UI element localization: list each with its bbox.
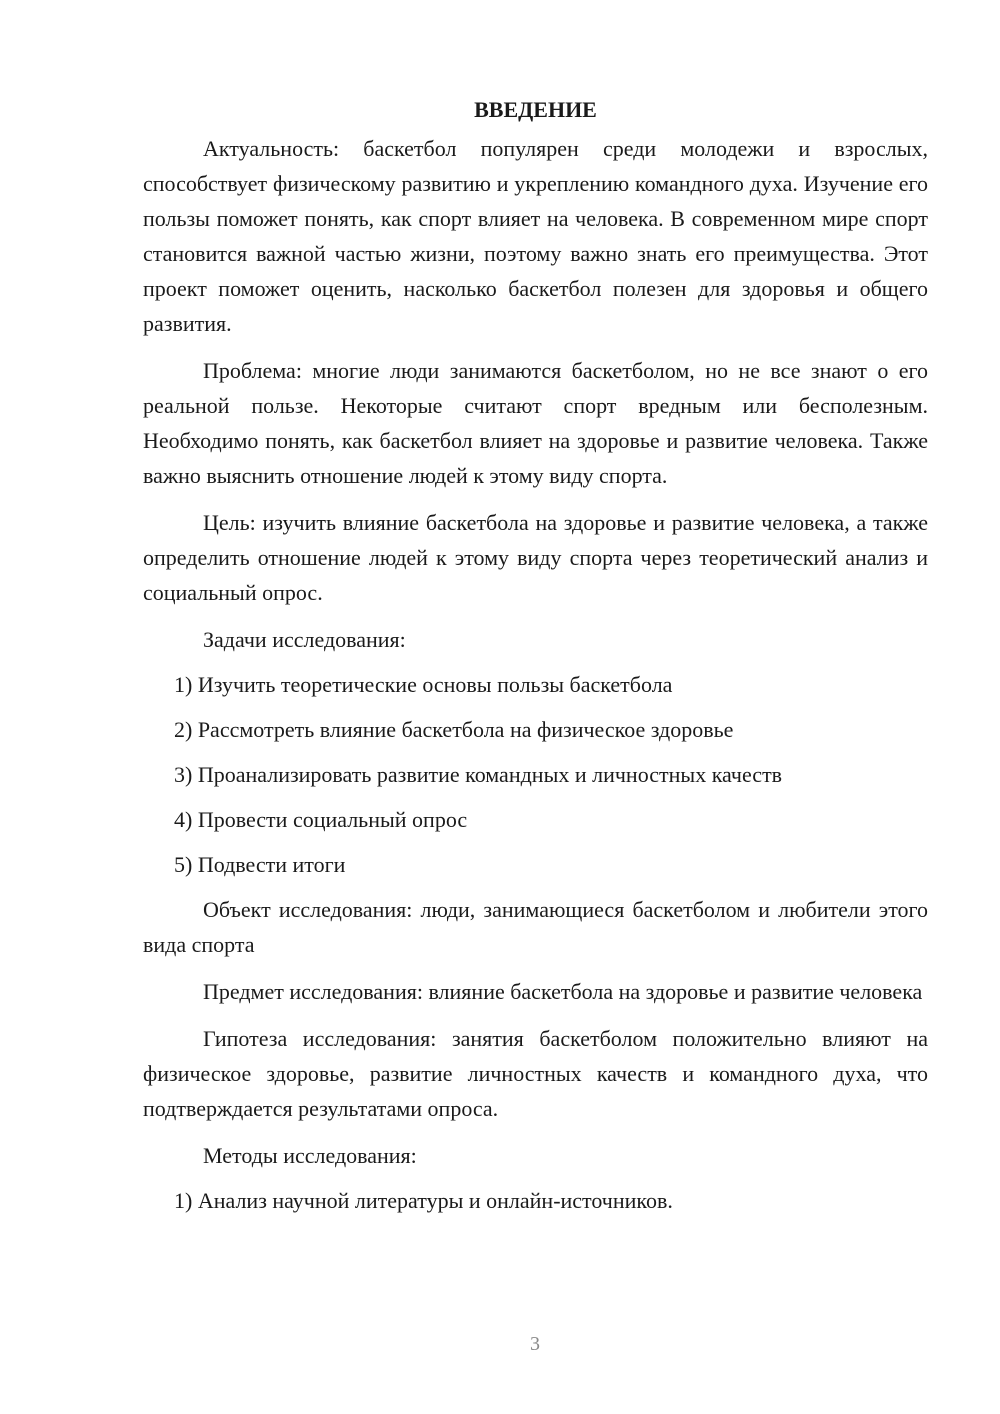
goal-paragraph: Цель: изучить влияние баскетбола на здоровье и развитие человека, а также определить отношение людей к этому виду спорта через теоретический анализ и социальный опрос. (143, 510, 928, 605)
hypothesis-paragraph: Гипотеза исследования: занятия баскетболом положительно влияют на физическое здоровье, развитие личностных качеств и командного духа, что подтверждается результатами опроса. (143, 1026, 928, 1121)
relevance-paragraph: Актуальность: баскетбол популярен среди молодежи и взрослых, способствует физическому развитию и укреплению командного духа. Изучение его пользы поможет понять, как спорт влияет на человека. В современном мире спорт становится важной частью жизни, поэтому важно знать его преимущества. Этот проект поможет оценить, насколько баскетбол полезен для здоровья и общего развития. (143, 136, 928, 336)
list-item: 5) Подвести итоги (174, 852, 346, 877)
methods-heading: Методы исследования: (203, 1143, 417, 1168)
object-paragraph: Объект исследования: люди, занимающиеся баскетболом и любители этого вида спорта (143, 897, 928, 957)
methods-list (143, 1183, 928, 1218)
list-item: 3) Проанализировать развитие командных и личностных качеств (174, 762, 783, 787)
page-title: ВВЕДЕНИЕ (474, 97, 597, 122)
page-number: 3 (530, 1333, 540, 1355)
list-item: 1) Изучить теоретические основы пользы баскетбола (174, 672, 673, 697)
list-item: 2) Рассмотреть влияние баскетбола на физическое здоровье (174, 717, 734, 742)
list-item: 1) Анализ научной литературы и онлайн-источников. (174, 1188, 673, 1213)
tasks-list (143, 667, 928, 882)
subject-paragraph: Предмет исследования: влияние баскетбола на здоровье и развитие человека (203, 979, 923, 1004)
tasks-heading: Задачи исследования: (203, 627, 406, 652)
list-item: 4) Провести социальный опрос (174, 807, 468, 832)
document-page (143, 92, 928, 1228)
problem-paragraph: Проблема: многие люди занимаются баскетболом, но не все знают о его реальной пользе. Некоторые считают спорт вредным или бесполезным. Необходимо понять, как баскетбол влияет на здоровье и развитие человека. Также важно выяснить отношение людей к этому виду спорта. (143, 358, 928, 488)
